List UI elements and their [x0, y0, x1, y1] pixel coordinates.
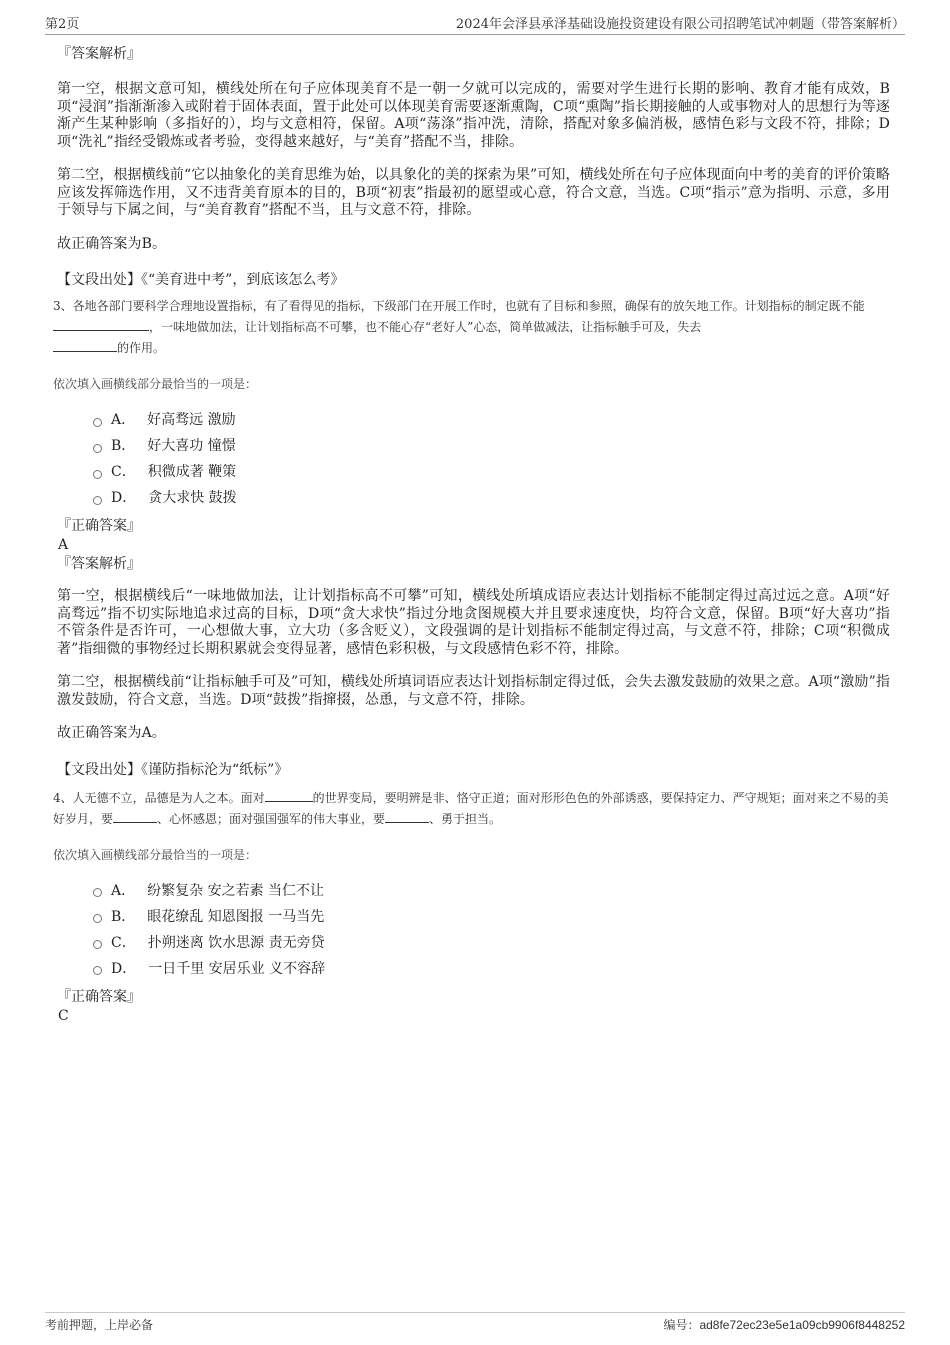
source-citation: 【文段出处】《谨防指标沦为“纸标”》 — [57, 761, 289, 778]
question-prompt: 依次填入画横线部分最恰当的一项是： — [53, 847, 258, 862]
answer-analysis-label: 『答案解析』 — [57, 556, 141, 572]
answer-conclusion: 故正确答案为B。 — [57, 235, 167, 252]
option-c[interactable]: C． 积微成著 鞭策 — [53, 458, 890, 484]
fill-blank — [265, 789, 313, 802]
footer-slogan: 考前押题，上岸必备 — [45, 1318, 154, 1332]
option-b[interactable]: B． 好大喜功 憧憬 — [53, 432, 890, 458]
option-b[interactable]: B． 眼花缭乱 知恩图报 一马当先 — [53, 903, 890, 929]
page-footer — [45, 1312, 905, 1336]
question-4 — [53, 788, 890, 981]
page-number: 第2页 — [45, 17, 80, 32]
correct-answer-label: 『正确答案』 — [57, 988, 141, 1005]
radio-icon[interactable] — [93, 888, 102, 897]
fill-blank — [53, 339, 117, 352]
radio-icon[interactable] — [93, 496, 102, 505]
question-stem: 3、各地各部门要科学合理地设置指标，有了看得见的指标，下级部门在开展工作时，也就有了目标和参照，确保有的放矢地工作。计划指标的制定既不能，一味地做加法，让计划指标高不可攀，也不能心存“老好人”心态，简单做减法，让指标触手可及，失去 的作用。 — [53, 299, 865, 355]
options-list — [53, 406, 890, 510]
fill-blank — [53, 318, 149, 331]
question-prompt: 依次填入画横线部分最恰当的一项是： — [53, 377, 258, 391]
radio-icon[interactable] — [93, 914, 102, 923]
answer-analysis-label: 『答案解析』 — [57, 46, 141, 62]
option-a[interactable]: A． 好高骛远 激励 — [53, 406, 890, 432]
analysis-paragraph: 第一空，根据横线后“一味地做加法，让计划指标高不可攀”可知，横线处所填成语应表达计划指标不能制定得过高过远之意。A项“好高骛远”指不切实际地追求过高的目标，D项“贪大求快”指过分地贪图规模大并且要求速度快，均符合文意，保留。B项“好大喜功”指不管条件是否许可，一心想做大事，立大功（多含贬义），文段强调的是计划指标不能制定得过高，与文意不符，排除；C项“积微成著”指细微的事物经过长期积累就会变得显著，感情色彩积极，与文段感情色彩不符，排除。 — [57, 588, 890, 657]
option-d[interactable]: D． 一日千里 安居乐业 义不容辞 — [53, 955, 890, 981]
analysis-paragraph: 第二空，根据横线前“让指标触手可及”可知，横线处所填词语应表达计划指标制定得过低，会失去激发鼓励的效果之意。A项“激励”指激发鼓励，符合文意，当选。D项“鼓拨”指撺掇，怂恿，与文意不符，排除。 — [57, 674, 890, 708]
fill-blank — [113, 810, 157, 823]
radio-icon[interactable] — [93, 940, 102, 949]
document-code: 编号：ad8fe72ec23e5e1a09cb9906f8448252 — [663, 1318, 905, 1332]
radio-icon[interactable] — [93, 966, 102, 975]
option-a[interactable]: A． 纷繁复杂 安之若素 当仁不让 — [53, 877, 890, 903]
question-3 — [53, 296, 890, 510]
option-c[interactable]: C． 扑朔迷离 饮水思源 责无旁贷 — [53, 929, 890, 955]
correct-answer: A — [58, 537, 69, 553]
option-d[interactable]: D． 贪大求快 鼓拨 — [53, 484, 890, 510]
radio-icon[interactable] — [93, 418, 102, 427]
radio-icon[interactable] — [93, 470, 102, 479]
radio-icon[interactable] — [93, 444, 102, 453]
correct-answer-label: 『正确答案』 — [57, 518, 141, 534]
question-stem: 4、人无德不立，品德是为人之本。面对 的世界变局，要明辨是非、恪守正道；面对形形色色的外部诱惑，要保持定力、严守规矩；面对来之不易的美好岁月，要 、心怀感恩；面对强国强军的伟大事业，要 、勇于担当。 — [53, 790, 889, 826]
fill-blank — [385, 810, 429, 823]
analysis-paragraph: 第二空，根据横线前“它以抽象化的美育思维为始，以具象化的美的探索为果”可知，横线处所在句子应体现面向中考的美育的评价策略应该发挥筛选作用，又不违背美育原本的目的，B项“初衷”指最初的愿望或心意，符合文意，当选。C项“指示”意为指明、示意，多用于领导与下属之间，与“美育教育”搭配不当，且与文意不符，排除。 — [57, 167, 890, 218]
correct-answer: C — [58, 1007, 69, 1024]
answer-conclusion: 故正确答案为A。 — [57, 725, 166, 741]
options-list — [53, 877, 890, 981]
source-citation: 【文段出处】《“美育进中考”，到底该怎么考》 — [57, 272, 345, 288]
page-content — [53, 44, 890, 1025]
page-header — [45, 12, 905, 35]
analysis-paragraph: 第一空，根据文意可知，横线处所在句子应体现美育不是一朝一夕就可以完成的，需要对学生进行长期的影响、教育才能有成效，B项“浸润”指渐渐渗入或附着于固体表面，置于此处可以体现美育需要逐渐熏陶，C项“熏陶”指长期接触的人或事物对人的思想行为等逐渐产生某种影响（多指好的），均与文意相符，保留。A项“荡涤”指冲洗，清除，搭配对象多偏消极，感情色彩与文段不符，排除；D项“洗礼”指经受锻炼或者考验，变得越来越好，与“美育”搭配不当，排除。 — [57, 81, 890, 150]
document-title: 2024年会泽县承泽基础设施投资建设有限公司招聘笔试冲刺题（带答案解析） — [455, 17, 905, 32]
